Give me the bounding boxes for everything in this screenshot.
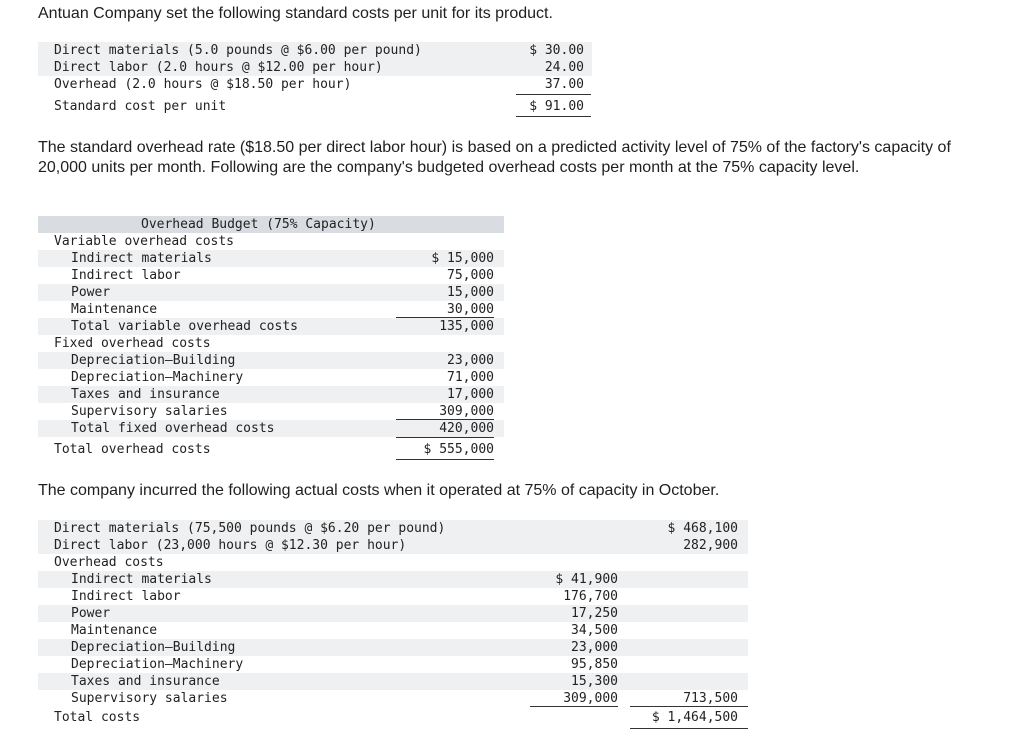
subtotal-rule (530, 706, 618, 707)
table-header (38, 216, 504, 233)
row-label: Direct labor (23,000 hours @ $12.30 per hour) (54, 538, 407, 553)
section-heading-text: Fixed overhead costs (54, 336, 211, 351)
table-row-grand-total (38, 441, 504, 458)
row-label: Direct materials (5.0 pounds @ $6.00 per pound) (54, 43, 422, 58)
row-label: Indirect labor (71, 268, 181, 283)
row-value: 23,000 (571, 640, 618, 655)
row-label: Total fixed overhead costs (71, 421, 275, 436)
table-row (38, 673, 748, 690)
row-label: Depreciation—Building (71, 353, 236, 368)
table-row (38, 301, 504, 318)
total-rule (396, 459, 494, 460)
table-row (38, 571, 748, 588)
table-row (38, 588, 748, 605)
row-label: Maintenance (71, 623, 158, 638)
row-label: Power (71, 285, 111, 300)
row-value: 135,000 (439, 319, 494, 334)
row-value: 309,000 (439, 404, 494, 419)
row-label: Direct labor (2.0 hours @ $12.00 per hour) (54, 60, 383, 75)
total-rule (630, 728, 748, 729)
row-label: Standard cost per unit (54, 99, 227, 114)
total-rule (516, 116, 591, 117)
table-row (38, 42, 592, 59)
row-value: $ 555,000 (423, 442, 494, 457)
row-value: 17,250 (571, 606, 618, 621)
table-row (38, 520, 748, 537)
row-value: 176,700 (563, 589, 618, 604)
row-label: Total overhead costs (54, 442, 211, 457)
row-value: 30,000 (447, 302, 494, 317)
row-value: $ 30.00 (529, 43, 584, 58)
row-value: $ 1,464,500 (651, 710, 738, 725)
table-row (38, 369, 504, 386)
table-row (38, 352, 504, 369)
overhead-rate-paragraph: The standard overhead rate ($18.50 per direct labor hour) is based on a predicted activity level of 75% of the factory's capacity of 20,000 units per month. Following are the company's budgeted overhead costs per month at the 75% capacity level. (38, 139, 951, 176)
row-value: 17,000 (447, 387, 494, 402)
subtotal-rule (516, 94, 591, 95)
table-row (38, 605, 748, 622)
row-value: 71,000 (447, 370, 494, 385)
row-value: 15,300 (571, 674, 618, 689)
table-row (38, 250, 504, 267)
row-value: 24.00 (544, 60, 584, 75)
section-heading (38, 233, 504, 250)
row-label: Indirect labor (71, 589, 181, 604)
table-row (38, 59, 592, 76)
table-row-total (38, 98, 592, 115)
row-value: 420,000 (439, 421, 494, 436)
subtotal-rule (630, 706, 748, 707)
row-label: Supervisory salaries (71, 691, 228, 706)
row-label: Total variable overhead costs (71, 319, 298, 334)
row-value: 75,000 (447, 268, 494, 283)
row-value: 95,850 (571, 657, 618, 672)
actual-costs-paragraph: The company incurred the following actual costs when it operated at 75% of capacity in October. (38, 482, 720, 499)
row-label: Total costs (54, 710, 141, 725)
row-value: $ 41,900 (555, 572, 618, 587)
row-value: 23,000 (447, 353, 494, 368)
row-label: Depreciation—Machinery (71, 370, 244, 385)
subtotal-rule (396, 437, 494, 438)
row-label: Taxes and insurance (71, 674, 220, 689)
row-label: Taxes and insurance (71, 387, 220, 402)
row-label: Maintenance (71, 302, 158, 317)
intro-text: Antuan Company set the following standard costs per unit for its product. (38, 5, 553, 22)
row-value: $ 468,100 (667, 521, 738, 536)
row-label: Depreciation—Machinery (71, 657, 244, 672)
row-label: Overhead (2.0 hours @ $18.50 per hour) (54, 77, 352, 92)
row-label: Depreciation—Building (71, 640, 236, 655)
row-label: Power (71, 606, 111, 621)
overhead-total-value: 713,500 (683, 691, 738, 706)
table-row-grand-total (38, 709, 748, 726)
section-heading-text: Variable overhead costs (54, 234, 235, 249)
table-row-total (38, 318, 504, 335)
table-row (38, 537, 748, 554)
row-value: 15,000 (447, 285, 494, 300)
row-value: 309,000 (563, 691, 618, 706)
section-heading (38, 554, 748, 571)
row-value: 282,900 (683, 538, 738, 553)
row-value: 37.00 (544, 77, 584, 92)
table-row (38, 403, 504, 420)
table-row (38, 386, 504, 403)
table-row (38, 76, 592, 93)
row-value: $ 91.00 (529, 99, 584, 114)
row-label: Supervisory salaries (71, 404, 228, 419)
table-row-total (38, 420, 504, 437)
row-value: 34,500 (571, 623, 618, 638)
row-label: Indirect materials (71, 251, 212, 266)
row-label: Direct materials (75,500 pounds @ $6.20 per pound) (54, 521, 446, 536)
table-header-text: Overhead Budget (75% Capacity) (141, 217, 376, 232)
table-row (38, 622, 748, 639)
row-value: $ 15,000 (431, 251, 494, 266)
table-row (38, 284, 504, 301)
table-row (38, 656, 748, 673)
table-row (38, 267, 504, 284)
section-heading (38, 335, 504, 352)
table-row (38, 639, 748, 656)
table-row (38, 690, 748, 707)
section-heading-text: Overhead costs (54, 555, 164, 570)
row-label: Indirect materials (71, 572, 212, 587)
